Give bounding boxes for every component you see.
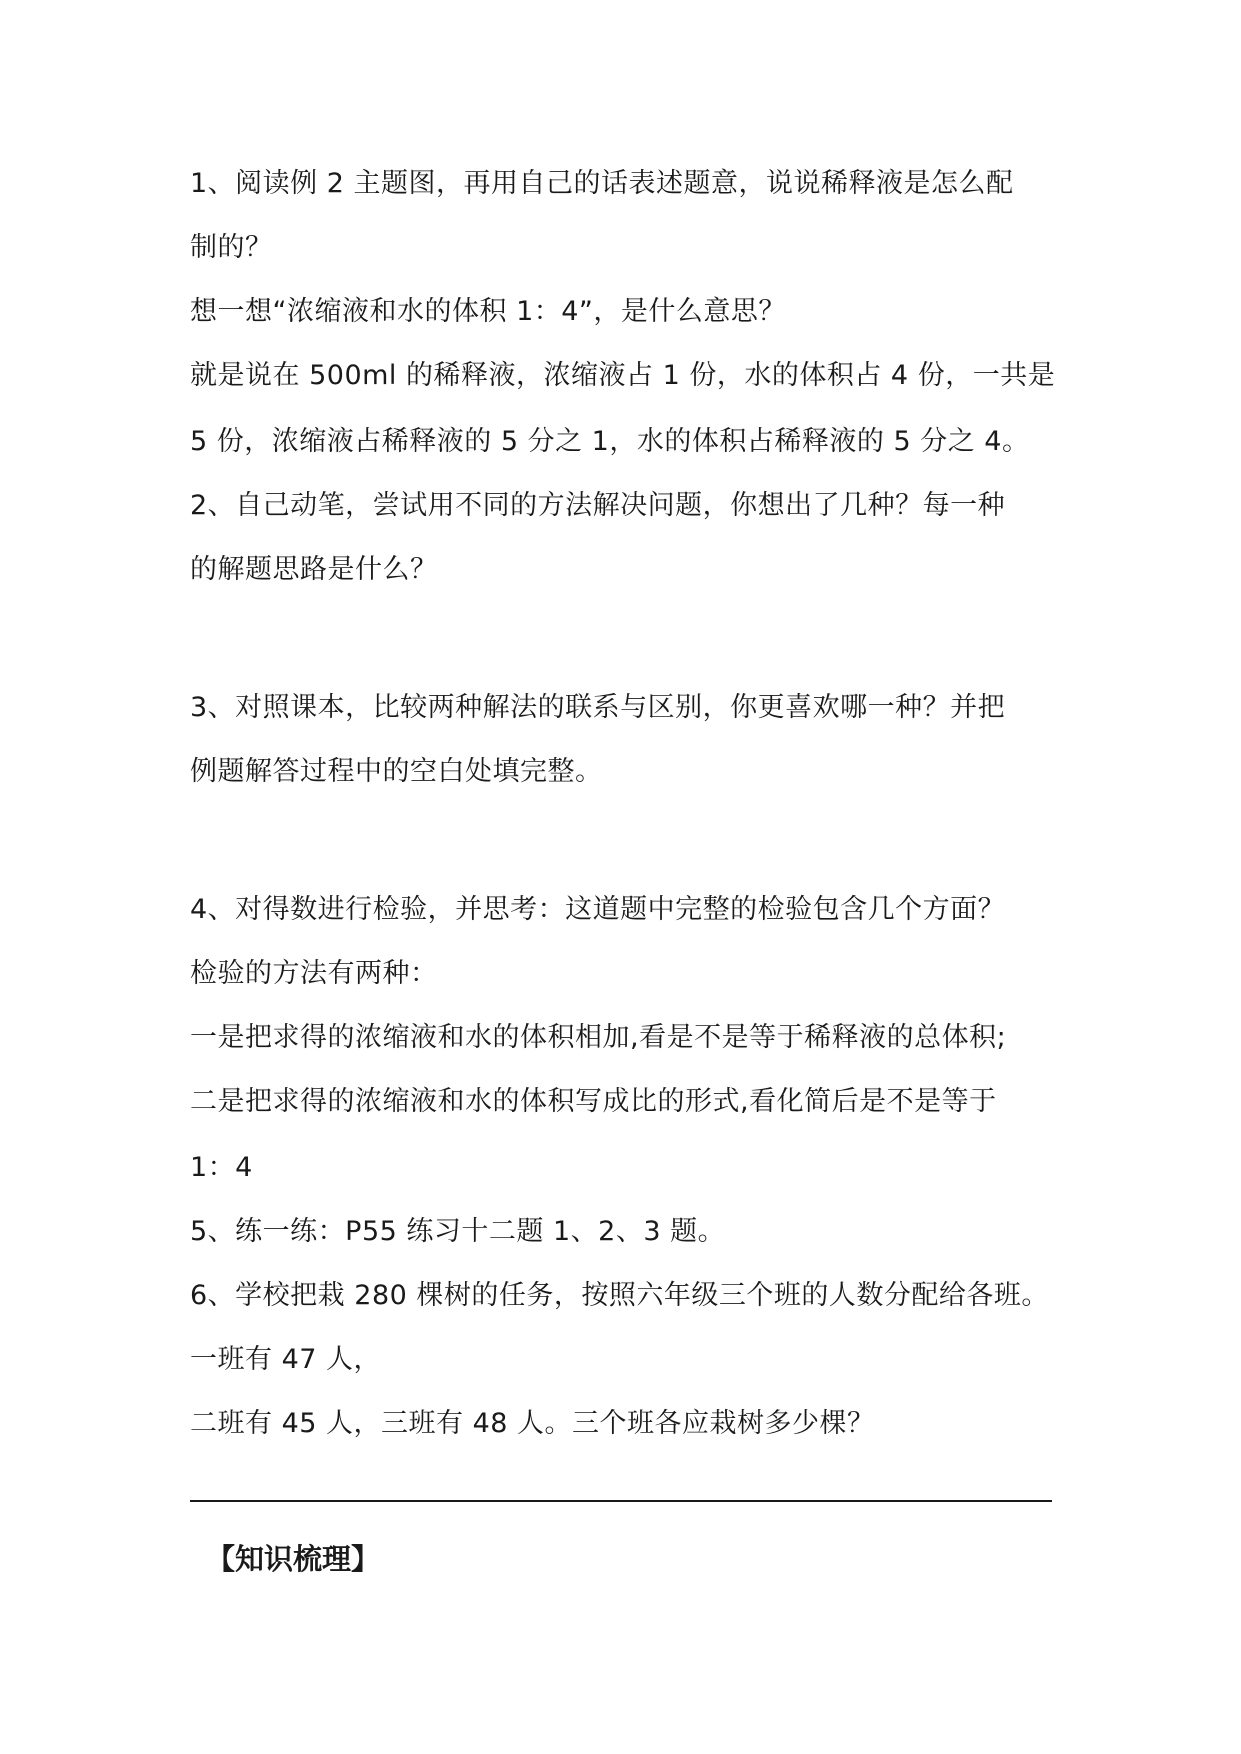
question-3-line-2: 例题解答过程中的空白处填完整。 — [190, 756, 603, 787]
question-2-line-2: 的解题思路是什么？ — [190, 554, 438, 585]
question-6-line-2: 一班有 47 人， — [190, 1344, 382, 1375]
question-4-line-1: 4、对得数进行检验，并思考：这道题中完整的检验包含几个方面？ — [190, 894, 1006, 925]
question-4-ratio: 1：4 — [190, 1152, 253, 1183]
section-heading: 【知识梳理】 — [206, 1542, 381, 1576]
question-2-line-1: 2、自己动笔，尝试用不同的方法解决问题，你想出了几种？每一种 — [190, 490, 1006, 521]
question-4-method-2: 二是把求得的浓缩液和水的体积写成比的形式,看化简后是不是等于 — [190, 1086, 997, 1117]
question-5-line: 5、练一练：P55 练习十二题 1、2、3 题。 — [190, 1216, 726, 1247]
question-6-line-1: 6、学校把栽 280 棵树的任务，按照六年级三个班的人数分配给各班。 — [190, 1280, 1049, 1311]
question-3-line-1: 3、对照课本，比较两种解法的联系与区别，你更喜欢哪一种？并把 — [190, 692, 1006, 723]
question-1-line-1: 1、阅读例 2 主题图，再用自己的话表述题意，说说稀释液是怎么配 — [190, 168, 1014, 199]
question-4-method-1: 一是把求得的浓缩液和水的体积相加,看是不是等于稀释液的总体积; — [190, 1022, 1007, 1053]
horizontal-rule — [190, 1500, 1052, 1502]
question-4-methods-intro: 检验的方法有两种： — [190, 958, 438, 989]
question-1-answer-line-2: 5 份，浓缩液占稀释液的 5 分之 1，水的体积占稀释液的 5 分之 4。 — [190, 426, 1030, 457]
question-1-line-2: 制的？ — [190, 232, 273, 263]
question-1-prompt: 想一想“浓缩液和水的体积 1：4”，是什么意思？ — [190, 296, 786, 327]
question-1-answer-line-1: 就是说在 500ml 的稀释液，浓缩液占 1 份，水的体积占 4 份，一共是 — [190, 360, 1056, 391]
question-6-line-3: 二班有 45 人，三班有 48 人。三个班各应栽树多少棵？ — [190, 1408, 875, 1439]
